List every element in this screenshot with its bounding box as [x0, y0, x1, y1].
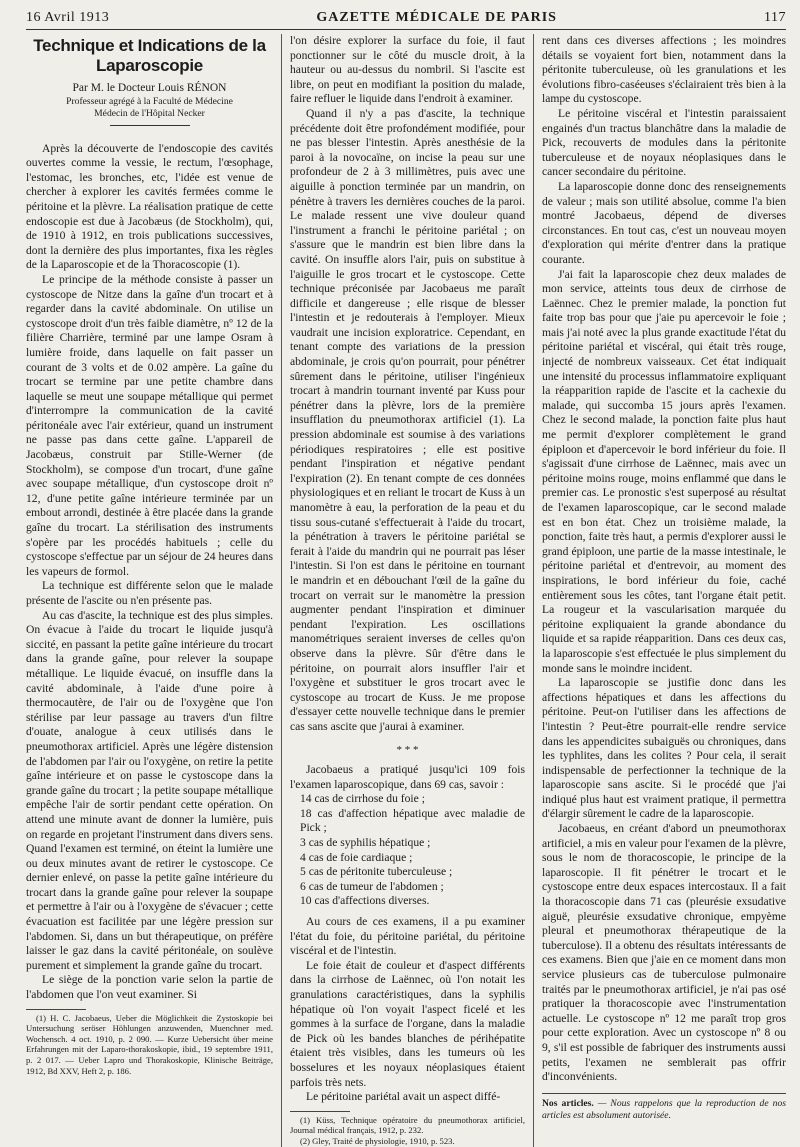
- paragraph: rent dans ces diverses affections ; les moindres détails se voyaient fort bien, notamment dans la péritonite tuberculeuse, où les granulations et les évolutions fibro-caséeuses s'éclairaient très bien à la lampe du cystoscope.: [542, 34, 786, 106]
- paragraph: Au cours de ces examens, il a pu examiner l'état du foie, du péritoine pariétal, du péritoine viscéral et de l'intestin.: [290, 915, 525, 958]
- paragraph: J'ai fait la laparoscopie chez deux malades de mon service, atteints tous deux de cirrhose de Laënnec. Chez le premier malade, la ponction fut faite trop bas pour que j'aie pu apercevoir le foie ; mais j'ai noté avec la plus grande exactitude l'état du péritoine pariétal et viscéral, qui était très rouge, injecté de nombreux vaisseaux. Cet état indiquait une intensité du processus inflammatoire expliquant la réapparition rapide de l'ascite et la cachexie du malade, qui succomba 15 jours après l'examen. Chez le second malade, la ponction faite plus haut me permit d'explorer complètement le grand épiploon et d'apercevoir le bord inférieur du foie. Il s'agissait d'une cirrhose de Laënnec, mais avec un péritoine moins rouge, moins enflammé que dans le premier cas. Le pronostic s'est superposé au résultat de l'examen laparoscopique, car le second malade est en bon état. Chez un troisième malade, la ponction, faite très haut, a permis d'explorer aussi le grand épiploon, une partie de la masse intestinale, le péritoine pariétal et d'entrevoir, au moment des inspirations, le bord inférieur du foie, caché entièrement sous les côtes, tant l'organe était petit. La rougeur et la vascularisation marquée du péritoine expliquaient la grande abondance du liquide et sa rapide réapparition. Dans ces deux cas, la laparoscopie s'est effectuée le plus simplement du monde sans le moindre incident.: [542, 267, 786, 675]
- footnote: (1) H. C. Jacobaeus, Ueber die Möglichkeit die Zystoskopie bei Untersuchung seröser Höhlungen anzuwenden, Muenchner med. Wochensch. 4 oct. 1910, p. 2 090. — Kurze Uebersicht über meine Erfahrungen mit der Laparo-thorakoskopie, ibid., 19 septembre 1911, p. 2 017. — Ueber Lapro und Thorakoskopie, Klinische Beiträge, 1912, Bd XXV, Heft 2, p. 186.: [26, 1012, 273, 1076]
- paragraph: Le péritoine viscéral et l'intestin paraissaient engainés d'un tractus blanchâtre dans la maladie de Pick, recouverts de modules dans la péritonite tuberculeuse et de noyaux néoplasiques dans le cancer secondaire du péritoine.: [542, 106, 786, 179]
- paragraph: La laparoscopie se justifie donc dans les affections hépatiques et dans les affections du péritoine. Peut-on l'utiliser dans les affections de l'intestin ? Peut-être pourrait-elle rendre service dans les appendicites subaiguës ou chroniques, dans les typhlites, dans les colites ? Pour cela, il serait indispensable de perfectionner la technique de la laparoscopie sans ascite. Si le procédé que j'ai indiqué plus haut est vraiment pratique, il permettra d'élargir sûrement le cadre de la laparoscopie.: [542, 676, 786, 821]
- notice-text: — Nous rappelons que la reproduction de nos articles est absolument autorisée.: [542, 1097, 786, 1121]
- paragraph: Après la découverte de l'endoscopie des cavités ouvertes comme la vessie, le rectum, l'œsophage, l'estomac, les bronches, etc, l'idée est venue de chercher à explorer les cavités fermées comme le péritoine et la plèvre. La réalisation pratique de cette endoscopie est due à Jacobæus (de Stockholm), qui, de 1910 à 1912, en trois publications successives, dont la dernière des plus importantes, fixa les règles de la Laparoscopie et de la Thoracoscopie (1).: [26, 141, 273, 272]
- section-break-stars: * * *: [396, 743, 419, 756]
- footnote-separator: [26, 1009, 86, 1010]
- paragraph: La laparoscopie donne donc des renseignements de valeur ; mais son utilité absolue, comme l'a bien montré Jacobaeus, dépend de diverses circonstances. En tout cas, c'est un nouveau moyen d'exploration qui mérite d'entrer dans la pratique courante.: [542, 179, 786, 266]
- paragraph: Le foie était de couleur et d'aspect différents dans la cirrhose de Laënnec, où l'on notait les granulations caractéristiques, dans la syphilis hépatique où l'on voyait l'aspect ficelé et les gommes à la surface de l'organe, dans la maladie de Pick où les bandes blanches de périhépatite étaient très visibles, dans les tumeurs où les bosselures et les noyaux néoplasiques étaient parfois très nets.: [290, 958, 525, 1089]
- list-item: 18 cas d'affection hépatique avec maladie de Pick ;: [300, 806, 525, 835]
- footnote: (2) Gley, Traité de physiologie, 1910, p. 523.: [300, 1135, 455, 1146]
- paragraph: Le principe de la méthode consiste à passer un cystoscope de Nitze dans la gaîne d'un trocart et à regarder dans la cavité abdominale. On utilise un cystoscope droit d'un très faible diamètre, nº 12 de la filière Charrière, terminé par une lampe Osram à lumière froide, dans laquelle on fait passer un courant de 3 volts et de 0.02 ampère. La gaîne du trocart se termine par une petite chambre dans laquelle se meut une soupape métallique qui permet d'interrompre la communication de la cavité péritonéale avec l'air extérieur, quand un instrument ne passe pas dans cette gaîne. L'appareil de Jacobæus, construit par Stille-Werner (de Stockholm), se compose d'un trocart, d'une gaîne avec soupape métallique, d'un cystoscope droit nº 12, d'une petite gaîne intérieure terminée par un embout arrondi, destinée à être placée dans la grande gaîne du trocart. La stérilisation des instruments s'opère par les procédés habituels ; celle du cystoscope s'effectue par un séjour de 24 heures dans les vapeurs de formol.: [26, 272, 273, 578]
- paragraph: Le péritoine pariétal avait un aspect diffé-: [306, 1090, 501, 1104]
- notice-label: Nos articles.: [542, 1097, 594, 1109]
- case-stats-list: [290, 792, 525, 909]
- journal-title: GAZETTE MÉDICALE DE PARIS: [316, 10, 557, 25]
- paragraph: La technique est différente selon que le malade présente de l'ascite ou n'en présente pas.: [26, 579, 273, 607]
- list-item: 14 cas de cirrhose du foie ;: [300, 792, 425, 806]
- list-item: 3 cas de syphilis hépatique ;: [300, 836, 431, 850]
- article-title: Technique et Indications de la Laparoscopie: [33, 36, 266, 75]
- column-1: [26, 34, 281, 1147]
- list-item: 5 cas de péritonite tuberculeuse ;: [300, 865, 453, 879]
- paragraph: l'on désire explorer la surface du foie, il faut ponctionner sur le côté du muscle droit, à la hauteur ou au-dessus du nombril. Si l'ascite est libre, on peut en modifiant la position du malade, faire refluer le liquide dans l'endroit à examiner.: [290, 34, 525, 106]
- reproduction-notice: [542, 1093, 786, 1122]
- footnote-separator: [290, 1111, 350, 1112]
- article-author: Par M. le Docteur Louis RÉNON: [72, 82, 227, 94]
- column-3: [534, 34, 786, 1147]
- paragraph: Jacobaeus, en créant d'abord un pneumothorax artificiel, a mis en valeur pour l'examen de la plèvre, sous le nom de thoracoscopie, le principe de la laparoscopie. Il fit pénétrer le trocart et le cystoscope entre deux espaces intercostaux. Il a fait la thoracoscopie dans 71 cas (pleurésie exsudative aiguë, pleurésie exsudative chronique, empyème pleural et pneumothorax thérapeutique de la tuberculose). Il a obtenu des résultats intéressants de ces examens. Bien que j'aie en ce moment dans mon service plusieurs cas de tuberculose pulmonaire traités par le pneumothorax artificiel, je n'ai pas osé pratiquer la thoracoscopie avec l'instrumentation actuelle. Le cystoscope nº 12 me paraît trop gros pour cette exploration. Avec un cystoscope nº 8 ou 9, s'il est possible de fabriquer des instruments aussi petits, l'examen ne semblerait pas offrir d'inconvénients.: [542, 822, 786, 1084]
- paragraph: Quand il n'y a pas d'ascite, la technique précédente doit être profondément modifiée, pour ne pas blesser l'intestin. Après anesthésie de la paroi à la novocaïne, on incise la peau sur une profondeur de 2 à 3 millimètres, puis avec une aiguille à ponction terminée par un mandrin, on pénètre à travers les dernières couches de la paroi. Le malade ressent une vive douleur quand l'instrument a franchi le péritoine pariétal ; on s'assure que le mandrin est bien libre dans la cavité. On insuffle alors l'air, puis on substitue à l'aiguille le gros trocart et le cystoscope. Cette technique préconisée par Jacobaeus me paraît difficile et dangereuse ; elle risque de blesser l'intestin et je redouterais à l'employer. Mieux vaudrait une incision exploratrice. Cependant, en tenant compte des variations de la pression abdominale, je crois qu'on pourrait, pour pénétrer sûrement dans le péritoine, utiliser l'ingénieux trocart à mandrin tournant inventé par Kuss pour pénétrer dans la plèvre, lors de la première insufflation du pneumothorax artificiel (1). La pression abdominale est soumise à des variations périodiques respiratoires ; elle est positive pendant l'inspiration et négative pendant l'expiration (2). En tenant compte de ces données physiologiques et en reliant le trocart de Kuss à un manomètre à eau, la perforation de la peau et du tissu sous-cutané s'effectuerait à l'aide du trocart, la pénétration à travers le péritoine pariétal se ferait à l'aide du mandrin qui ne pourrait pas léser l'intestin. Si l'on est dans le péritoine en tournant le mandrin et en débouchant l'œil de la gaîne du trocart on verrait sur le manomètre la pression augmenter pendant l'inspiration et diminuer pendant l'expiration. Les oscillations manométriques seraient inverses de celles qu'on observe dans la plèvre. Sûr d'être dans le péritoine, on pourrait alors insuffler l'air et l'oxygène et substituer le gros trocart avec le cystoscope au trocart de Kuss. Je me propose d'essayer cette nouvelle technique dans le premier cas sans ascite que j'aurai à examiner.: [290, 106, 525, 733]
- running-header: [26, 10, 786, 30]
- article-columns: [26, 34, 786, 1147]
- footnote: (1) Küss, Technique opératoire du pneumothorax artificiel, Journal médical français, 1912, p. 232.: [290, 1114, 525, 1136]
- list-item: 10 cas d'affections diverses.: [300, 894, 430, 908]
- page-number: 117: [764, 10, 786, 25]
- stats-intro: Jacobaeus a pratiqué jusqu'ici 109 fois l'examen laparoscopique, dans 69 cas, savoir :: [290, 763, 525, 791]
- list-item: 4 cas de foie cardiaque ;: [300, 850, 413, 864]
- paragraph: Le siège de la ponction varie selon la partie de l'abdomen que l'on veut examiner. Si: [26, 973, 273, 1002]
- paragraph: Au cas d'ascite, la technique est des plus simples. On évacue à l'aide du trocart le liquide jusqu'à siccité, en passant la petite gaîne intérieure du trocart dans la grande gaîne, pour relever la soupape métallique. Le liquide évacué, on insuffle dans la cavité abdominale, à l'aide d'une poire à thermocautère, de l'air ou de l'oxygène que l'on stérilise par leur passage au travers d'un filtre d'ouate, analogue à ceux utilisés dans le pneumothorax artificiel. Après une légère distension de l'abdomen par l'air ou l'oxygène, on retire la petite gaîne intérieure et on passe le cystoscope dans la grande gaîne du trocart ; la petite soupape métallique empêche l'air de sortir pendant cette opération. On attend une minute avant de donner la lumière, puis on regarde en projetant l'instrument dans divers sens. Quand l'examen est terminé, on éteint la lumière une ou deux minutes avant de retirer le cystoscope. Ce dernier enlevé, on passe la petite gaîne intérieure du trocart dans la grande gaîne pour relever la soupape et permettre à l'air ou à l'oxygène de s'évacuer ; cette évacuation est facilitée par une légère pression sur l'abdomen. Si, dans un but thérapeutique, on préfère laisser le gaz dans la cavité péritonéale, on soulève purement et simplement la grande gaîne du trocart.: [26, 608, 273, 972]
- list-item: 6 cas de tumeur de l'abdomen ;: [300, 879, 444, 893]
- issue-date: 16 Avril 1913: [26, 10, 110, 25]
- column-2: [281, 34, 534, 1147]
- title-rule: [110, 125, 190, 126]
- author-affiliation-1: Professeur agrégé à la Faculté de Médecine: [66, 95, 233, 107]
- author-affiliation-2: Médecin de l'Hôpital Necker: [94, 107, 205, 119]
